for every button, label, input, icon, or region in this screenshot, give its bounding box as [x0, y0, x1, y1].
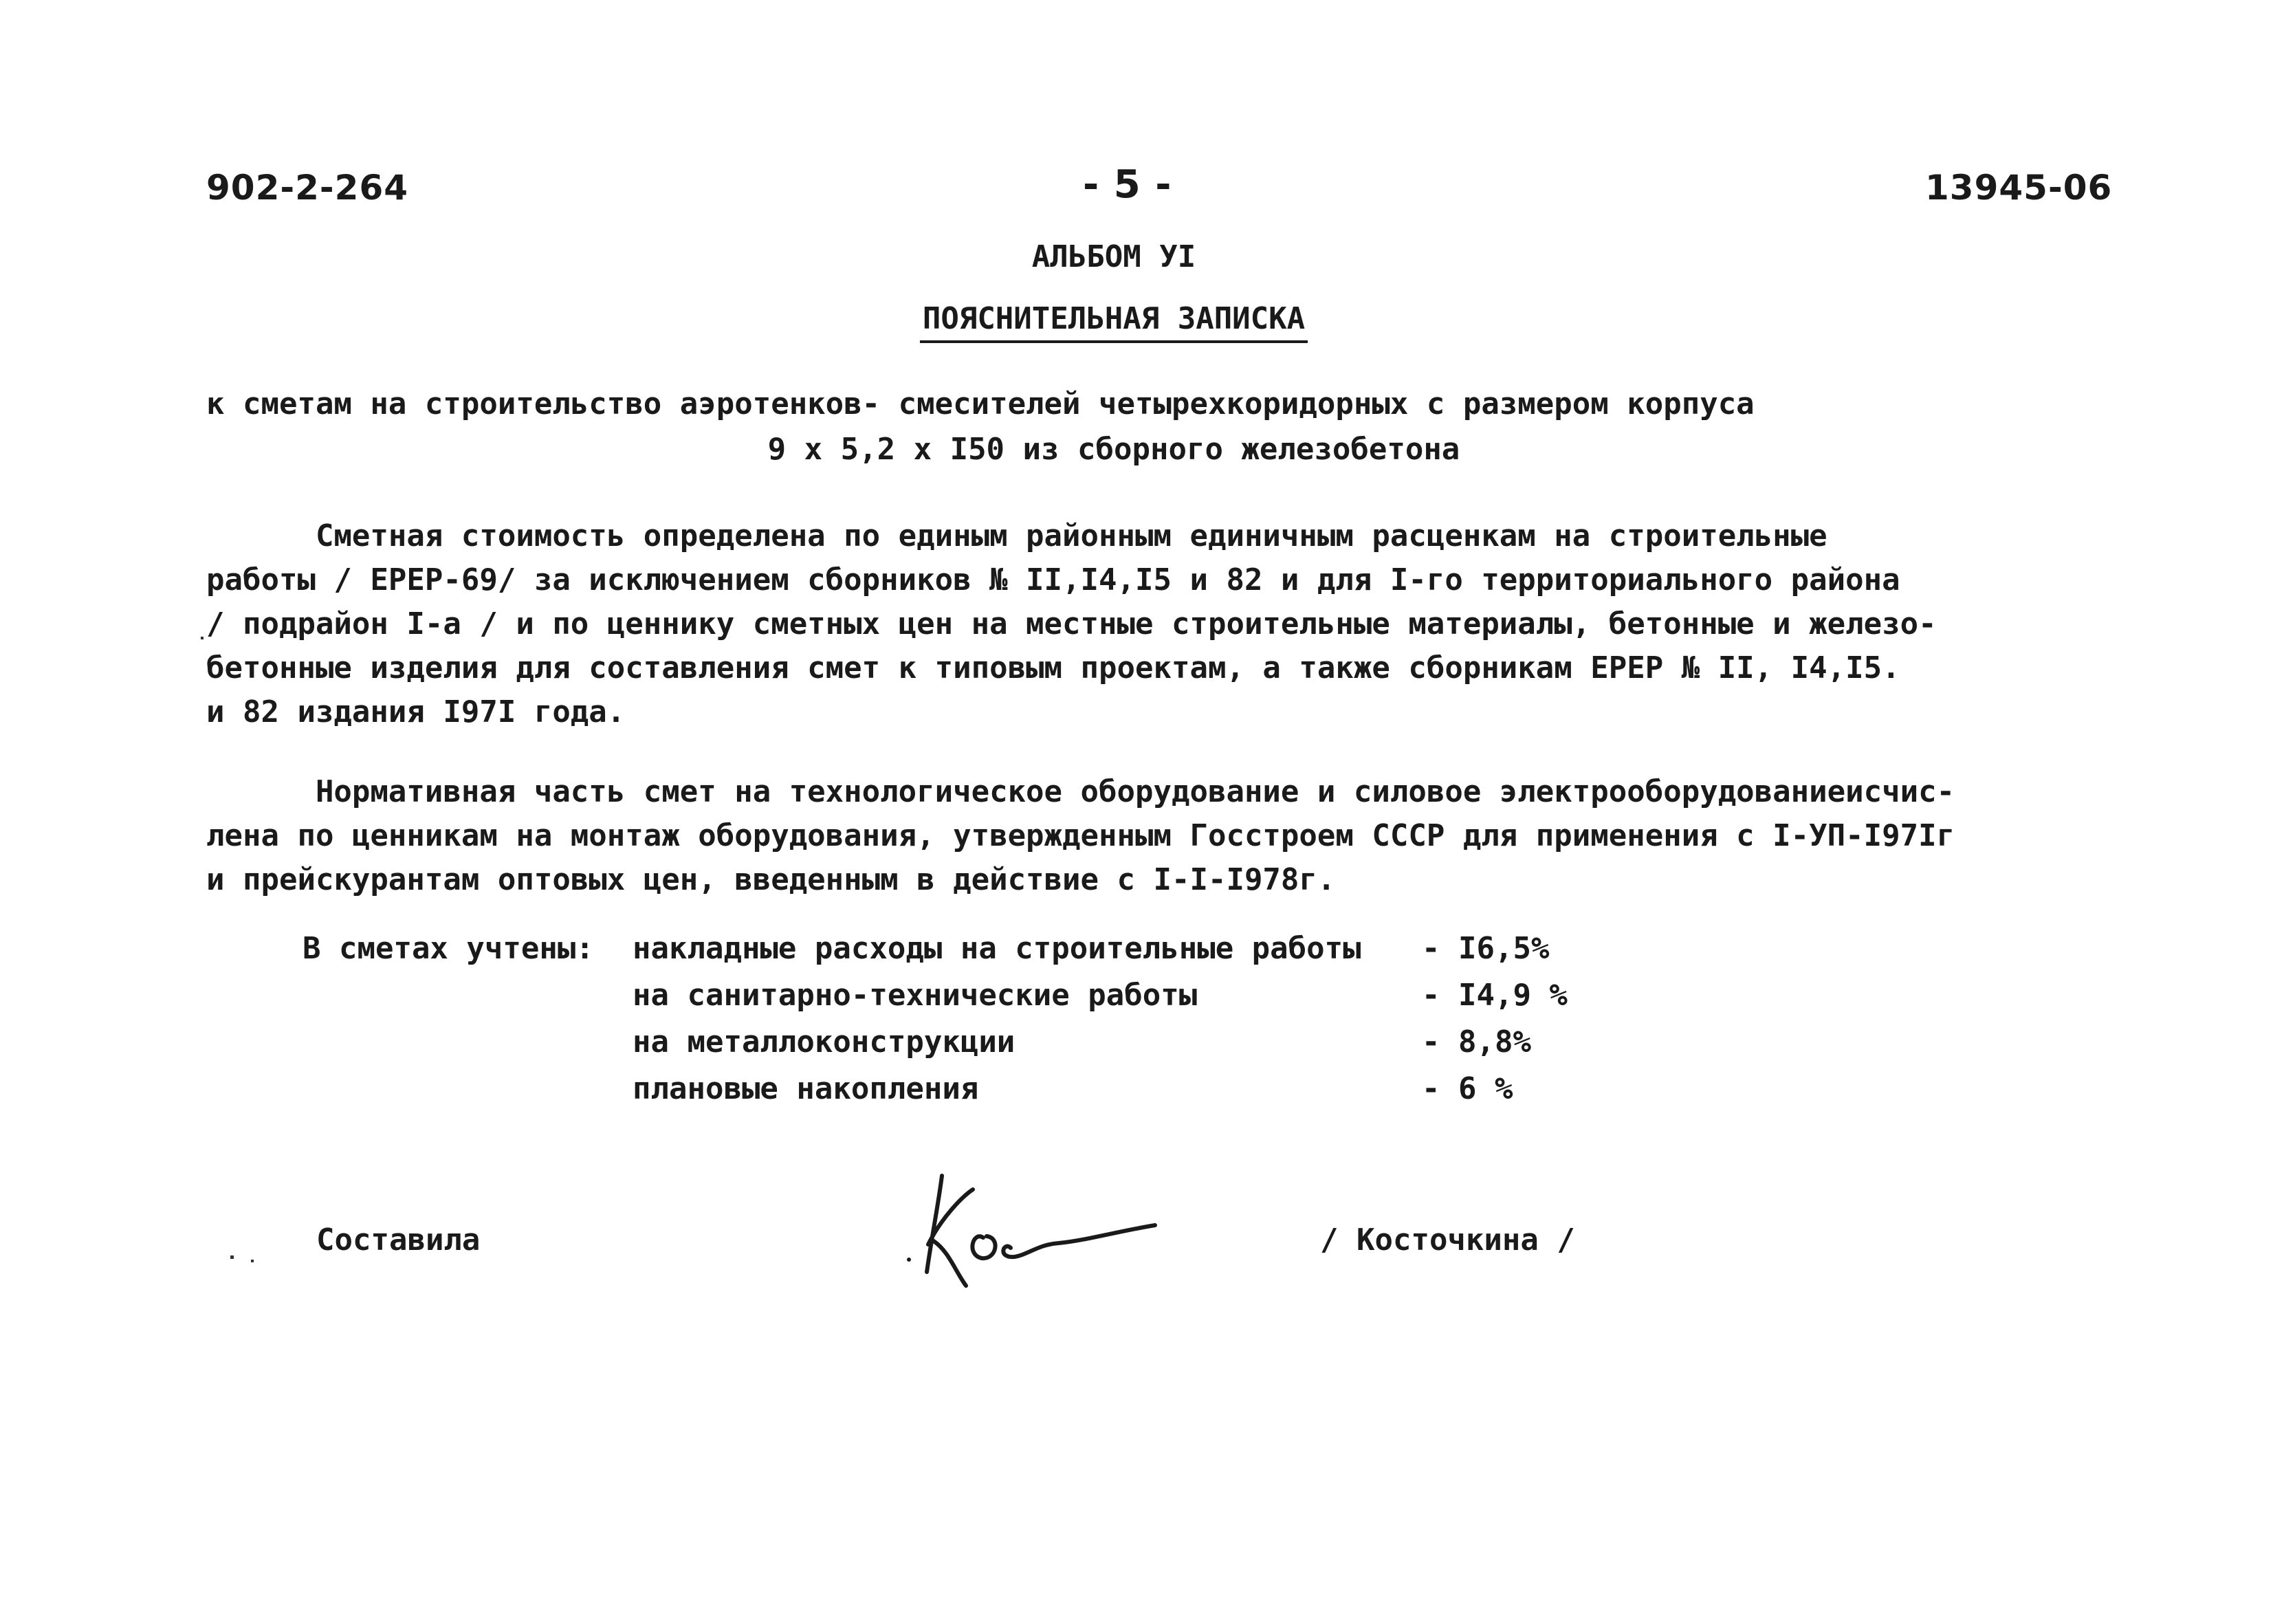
- subtitle-line-2: 9 х 5,2 х I50 из сборного железобетона: [767, 432, 1460, 467]
- overhead-label: накладные расходы на строительные работы: [633, 931, 1361, 966]
- document-code-left: 902-2-264: [206, 168, 409, 208]
- overhead-label: на санитарно-технические работы: [633, 978, 1198, 1013]
- note-title: ПОЯСНИТЕЛЬНАЯ ЗАПИСКА: [920, 301, 1308, 343]
- note-title-wrap: [0, 301, 2228, 336]
- paragraph-line: и прейскурантам оптовых цен, введенным в действие с I-I-I978г.: [206, 862, 1336, 897]
- overheads-intro: В сметах учтены:: [303, 931, 594, 966]
- overhead-label: на металлоконструкции: [633, 1024, 1015, 1060]
- handwritten-signature: [901, 1162, 1162, 1299]
- overhead-value: - 6 %: [1422, 1071, 1513, 1106]
- paragraph-normative: [206, 770, 2021, 902]
- scan-speck: [230, 1255, 234, 1259]
- paragraph-line: лена по ценникам на монтаж оборудования, утвержденным Госстроем СССР для применения с I-УП-I97Iг: [206, 818, 1955, 853]
- scan-speck: [201, 637, 204, 639]
- compiled-by-label: Составила: [316, 1222, 481, 1258]
- paragraph-line: работы / ЕРЕР-69/ за исключением сборников № II,I4,I5 и 82 и для I-го территориального района: [206, 562, 1900, 597]
- paragraph-line: бетонные изделия для составления смет к типовым проектам, а также сборникам ЕРЕР № II, I4,I5.: [206, 650, 1900, 685]
- scan-speck: [251, 1260, 254, 1262]
- paragraph-line: Сметная стоимость определена по единым районным единичным расценкам на строительные: [206, 518, 1827, 553]
- page-number: - 5 -: [1083, 162, 1172, 207]
- paragraph-line: / подрайон I-а / и по ценнику сметных цен на местные строительные материалы, бетонные и железо-: [206, 606, 1937, 641]
- album-title: АЛЬБОМ УI: [1031, 239, 1196, 274]
- paragraph-line: Нормативная часть смет на технологическое оборудование и силовое электрооборудованиеисчис-: [206, 774, 1955, 809]
- overhead-value: - I4,9 %: [1422, 978, 1568, 1013]
- document-code-right: 13945-06: [1925, 168, 2113, 208]
- paragraph-estimate-cost: [206, 514, 2021, 734]
- paragraph-line: и 82 издания I97I года.: [206, 694, 626, 729]
- overhead-value: - I6,5%: [1422, 931, 1550, 966]
- compiler-name: / Косточкина /: [1320, 1222, 1575, 1258]
- subtitle-line-1: к сметам на строительство аэротенков- смесителей четырехкоридорных с размером корпуса: [206, 386, 1755, 421]
- overhead-label: плановые накопления: [633, 1071, 979, 1106]
- overhead-value: - 8,8%: [1422, 1024, 1531, 1060]
